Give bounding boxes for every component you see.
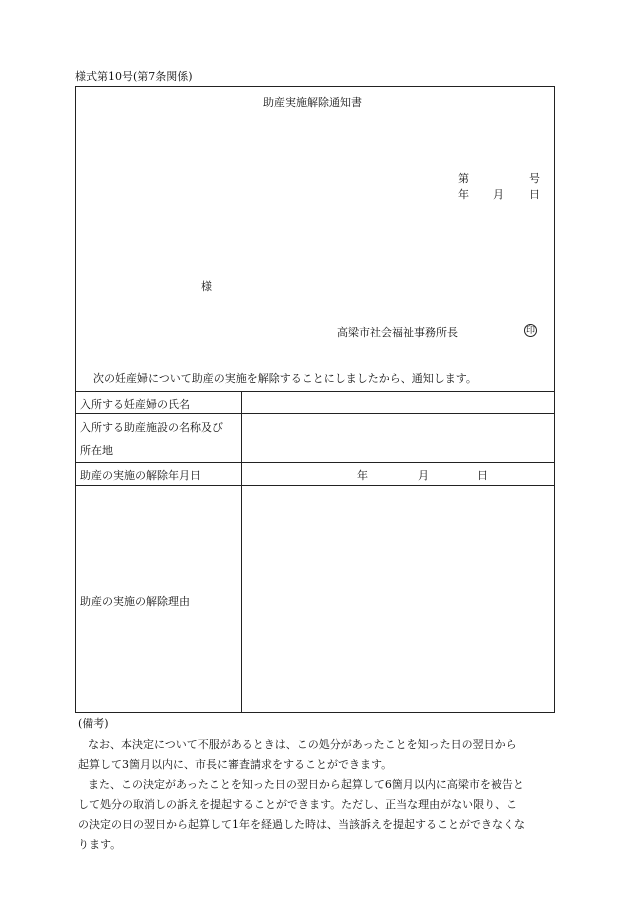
release-date-month: 月 xyxy=(418,469,429,482)
row-divider-1 xyxy=(75,413,555,414)
release-date-year: 年 xyxy=(357,469,368,482)
name-label: 入所する妊産婦の氏名 xyxy=(80,398,190,411)
table-top-line xyxy=(75,391,555,392)
date-day: 日 xyxy=(529,188,540,201)
facility-label-line2: 所在地 xyxy=(80,444,113,457)
notice-statement: 次の妊産婦について助産の実施を解除することにしましたから、通知します。 xyxy=(93,372,477,385)
notes-para2-line4: ります。 xyxy=(78,838,122,851)
facility-label-line1: 入所する助産施設の名称及び xyxy=(80,421,223,434)
row-divider-3 xyxy=(75,485,555,486)
notes-para2-line3: の決定の日の翌日から起算して1年を経過した時は、当該訴えを提起することができなくな xyxy=(78,818,525,831)
seal-mark: 印 xyxy=(525,326,535,336)
column-divider xyxy=(241,391,242,713)
notes-para1-line1: なお、本決定について不服があるときは、この処分があったことを知った日の翌日から xyxy=(88,738,517,751)
date-month: 月 xyxy=(493,188,504,201)
recipient-suffix: 様 xyxy=(201,280,212,293)
issuer-name: 高梁市社会福祉事務所長 xyxy=(337,326,458,339)
row-divider-2 xyxy=(75,462,555,463)
reason-label: 助産の実施の解除理由 xyxy=(80,595,190,608)
form-title: 助産実施解除通知書 xyxy=(263,96,362,109)
notes-para1-line2: 起算して3箇月以内に、市長に審査請求をすることができます。 xyxy=(78,758,393,771)
date-year: 年 xyxy=(458,188,469,201)
notes-para2-line2: して処分の取消しの訴えを提起することができます。ただし、正当な理由がない限り、こ xyxy=(78,798,518,811)
notes-heading: (備考) xyxy=(78,717,109,730)
doc-number-prefix: 第 xyxy=(458,172,469,185)
doc-number-suffix: 号 xyxy=(529,172,540,185)
release-date-day: 日 xyxy=(477,469,488,482)
release-date-label: 助産の実施の解除年月日 xyxy=(80,469,201,482)
notes-para2-line1: また、この決定があったことを知った日の翌日から起算して6箇月以内に高梁市を被告と xyxy=(88,778,524,791)
form-number: 様式第10号(第7条関係) xyxy=(75,70,193,83)
